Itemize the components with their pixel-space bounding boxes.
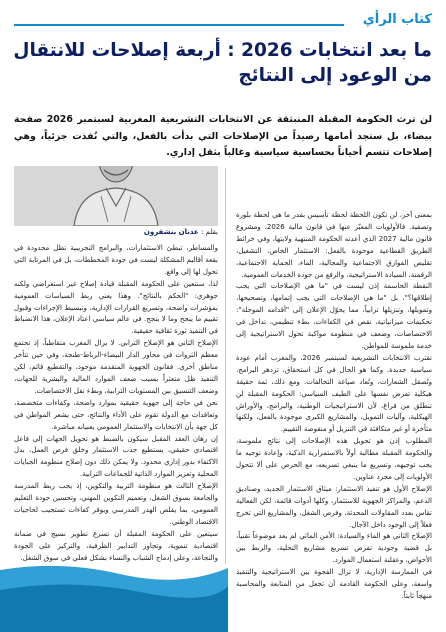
- author-byline: [14, 228, 218, 241]
- paragraph: الإصلاح الأول هو تنفيذ الاستثمار: ميثاق الاستثمار الجديد، وصناديق الدعم، والمراكز الجهوية للاستثمار، وكلها أدوات قائمة، لكن الفعالية تقاس بعدد المقاولات المحدثة، وفرص الشغل، والمشاريع التي تخرج فعلاً إلى الوجود داخل الآجال.: [236, 484, 432, 529]
- section-divider: [14, 24, 344, 26]
- author-photo: [14, 166, 218, 226]
- decorative-quote-panel: [0, 560, 228, 632]
- paragraph: سيتعين على الحكومة المقبلة أن تسرع تطوير نسيج في ضمانة اقتصادية تنموية، وتجاوز التدابير الظرفية، والتركيز على الجودة والنجاعة، وعلى إدماج الشباب والنساء بشكل فعلي في سوق الشغل.: [14, 529, 218, 562]
- paragraph: بمعنى آخر، لن تكون اللحظة لحظة تأسيس بقدر ما هي لحظة بلورة وتصفية. فالأولويات المعبّر عنها في قانون مالية 2026، ومشروع قانون مالية 2027 الذي أعدته الحكومة المنتهية ولايتها، وفي خرائط الطريق القطاعية موجودة بالفعل: الاستثمار الخاص، التشغيل، تقليص الفوارق الاجتماعية والمجالية، الماء، الحماية الاجتماعية، الرقمنة، السيادة الاستراتيجية، والرفع من جودة الخدمات العمومية.: [236, 211, 432, 279]
- paragraph: نحن في حاجة إلى جهوية حقيقية بموارد واضحة، وكفاءات متخصصة، وتعاقدات مع الدولة تقوم على الأداء والنتائج، حتى يشعر المواطن في كل جهة بأن الانتخابات والاستثمار العمومي يعنيانه مباشرة.: [14, 398, 218, 431]
- paragraph: المطلوب إذن هو تحويل هذه الإصلاحات إلى نتائج ملموسة، والحكومة المقبلة مطالبة أولاً بالاستمرارية الذكية، وإعادة توجيه ما يجب توجيهه، وتسريع ما ينبغي تسريعه، مع الحرص على ألا تتحول الأولويات إلى مجرد عناوين.: [236, 437, 432, 481]
- blue-wave-icon: [0, 560, 228, 632]
- article-lead: لن ترث الحكومة المقبلة المنبثقة عن الانتخابات التشريعية المغربية لسبتمبر 2026 صفحة بيضاء، بل ستجد أمامها رصيداً من الإصلاحات التي بدأت بالفعل، والتي نُفذت جزئياً، وهي إصلاحات تتسم أحياناً بحساسية سياسية وغالباً بثقل إداري.: [14, 114, 432, 158]
- byline-prefix: بقلم :: [200, 228, 218, 236]
- paragraph: لذا، سنتعين على الحكومة المقبلة قيادة إصلاح غير استعراضي ولكنه جوهري: "الحكم بالنتائج". وهذا يعني ربط السياسات العمومية بمؤشرات واضحة، وتسريع القرارات الإدارية، وتبسيط الإجراءات وقبول تقييم ما ينجح وما لا ينجح. في عالم سياسي اعتاد الإعلان، هذا الانضباط في التنفيذ ثورة ثقافية حقيقية.: [14, 279, 218, 336]
- paragraph: والمساطر، تبطئ الاستثمارات، والبرامج التجريبية تظل محدودة في بقعة أقاليم المشكلة ليست في جودة المخططات، بل في المرتابة التي تحول لها إلى واقع.: [14, 244, 218, 276]
- paragraph: الإصلاح الثاني هو الماء والسيادة: الأمن المائي لم يعد موضوعاً تقنياً، بل قضية وجودية تفرض تسريع مشاريع التحلية، والربط بين الأحواض، وعقلنة استعمال الموارد.: [236, 532, 432, 565]
- section-header: [14, 12, 432, 34]
- paragraph: الإصلاح الثاني هو الإصلاح الترابي. لا يزال المغرب متقاطباً، إذ تجتمع معظم الثروات في محاور الدار البيضاء-الرباط-طنجة، وفي حين تتأخر مناطق أخرى. فقانون الجهوية المتقدمة موجود، والتقطيع قائم، لكن التنفيذ ظل متعثراً بسبب ضعف الموارد المالية والبشرية للجهات، وضعف التنسيق بين المستويات الترابية، وبطء نقل الاختصاصات.: [14, 339, 218, 395]
- paragraph: النقطة الحاسمة إذن ليست في "ما هي الإصلاحات التي يجب إطلاقها؟"، بل "ما هي الإصلاحات التي يجب إتمامها، وتصحيحها، وتمويلها، وتنزيلها ترابياً، مما يحوّل الإعلان إلى "أقدامه الموحلة": تحكيمات ميزانياتية، نقص في الكفاءات، بطء تنظيمي، تداخل في الاختصاصات، وضعف في منظومة مواكبة تحول الاستراتيجية إلى خدمة ملموسة للمواطن.: [236, 282, 432, 350]
- author-name: عدنان بنشقرون: [143, 228, 199, 236]
- article-headline: ما بعد انتخابات 2026 : أربعة إصلاحات للانتقال من الوعود إلى النتائج: [13, 40, 432, 86]
- body-column-left: [14, 243, 218, 563]
- section-label: كتاب الرأي: [362, 12, 432, 27]
- author-portrait-icon: [68, 114, 164, 226]
- paragraph: إن رهان العقد المقبل سيكون بالضبط هو تحويل الجهات إلى فاعل اقتصادي حقيقي، يستطيع جذب الاستثمار وخلق فرص العمل، بدل الاكتفاء بدور إداري محدود. ولا يمكن ذلك دون إصلاح منظومة الجبايات المحلية وتعزيز الموارد الذاتية للجماعات الترابية.: [14, 434, 218, 479]
- paragraph: الإصلاح الثالث هو منظومة التربية والتكوين، إذ يجب ربط المدرسة والجامعة بسوق الشغل، وتعميم التكوين المهني، وتحسين جودة التعليم العمومي، بما يقلص الهدر المدرسي ويوفر كفاءات تستجيب لحاجيات الاقتصاد الوطني.: [14, 482, 218, 526]
- paragraph: تقترب الانتخابات التشريعية لسبتمبر 2026، والمغرب أمام عودة سياسية جديدة. وكما هو الحال في كل استحقاق، تزدهر البرامج، وتُصقل الشعارات، وتُعاد صياغة التحالفات. ومع ذلك، ثمة حقيقة هيكلية تفرض نفسها على الطيف السياسي: الحكومة المقبلة لن تنطلق من فراغ، لأن الاستراتيجيات الوطنية، والبرامج، والأوراش الهيكلية، وآليات التمويل، والمشاريع الكبرى موجودة بالفعل، ولكنها متأخرة أو غير متكافئة في التنزيل أو منقوصة التقييم.: [236, 353, 432, 434]
- paragraph: في الممارسة الإدارية، لا تزال الفجوة بين الاستراتيجية والتنفيذ واسعة، وعلى الحكومة القادمة أن تجعل من المتابعة والمحاسبة منهجاً ثابتاً.: [236, 568, 432, 600]
- body-column-right: [236, 210, 432, 628]
- column-divider: [225, 168, 226, 564]
